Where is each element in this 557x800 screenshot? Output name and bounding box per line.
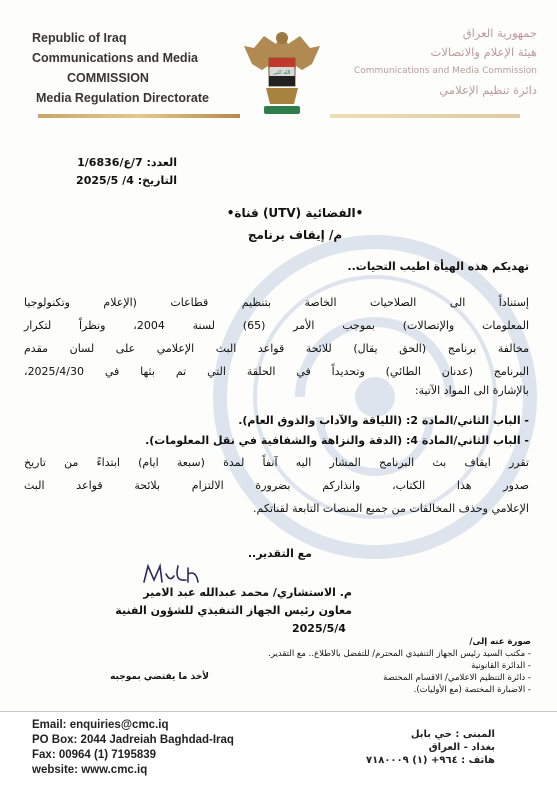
header-ar-line-4: دائرة تنظيم الإعلامي <box>439 83 537 97</box>
article-item <box>238 412 529 429</box>
header-english <box>32 28 242 108</box>
footer-contact-en <box>32 718 234 778</box>
footer-building: المبنى : حي بابل <box>410 729 495 740</box>
paragraph-1 <box>24 294 529 399</box>
article-item <box>145 432 529 449</box>
footer-po-box: PO Box: 2044 Jadreiah Baghdad-Iraq <box>32 734 234 746</box>
header-ar-line-3: Communications and Media Commission <box>353 66 537 76</box>
cc-item: - مكتب السيد رئيس الجهاز التنفيذي المحترم/ للتفضل بالاطلاع.. مع التقدير. <box>268 649 531 659</box>
header-en-line-1: Republic of Iraq <box>32 31 127 45</box>
header-divider-left <box>38 114 240 118</box>
footer-fax: Fax: 00964 (1) 7195839 <box>32 749 157 761</box>
header-arabic <box>347 24 537 100</box>
header-divider-right <box>330 114 520 118</box>
footer-city: بغداد - العراق <box>428 742 495 753</box>
article-dash: - <box>520 434 529 447</box>
header-en-line-4: Media Regulation Directorate <box>36 91 209 105</box>
cc-item: - الاضبارة المختصة (مع الأوليات). <box>413 685 531 695</box>
closing: مع التقدير.. <box>247 547 312 560</box>
article-text: الباب الثاني/المادة 2: (اللياقة والآداب والذوق العام). <box>238 414 521 427</box>
paragraph-1-line: مخالفة برنامج (الحق يقال) للائحة قواعد البث الإعلامي على لسان مقدم <box>24 342 529 355</box>
cc-item: - الدائرة القانونية <box>471 661 531 671</box>
footer-website: website: www.cmc.iq <box>32 764 148 776</box>
article-text: الباب الثاني/المادة 4: (الدقة والنزاهة والشفافية في نقل المعلومات). <box>145 434 521 447</box>
iraq-eagle-emblem-icon <box>242 26 322 122</box>
paragraph-2 <box>24 454 529 517</box>
header-ar-line-1: جمهورية العراق <box>462 26 537 40</box>
paragraph-1-line: البرنامج (عدنان الطائي) وتحديداً في الحلقة التي تم بثها في 2025/4/30، <box>24 365 529 378</box>
greeting: تهديكم هذه الهيأة اطيب التحيات.. <box>347 260 529 273</box>
recipient-channel <box>200 205 390 222</box>
letter-date: التاريخ: 4/ 2025/5 <box>76 174 177 187</box>
footer-contact-ar <box>366 728 495 767</box>
signatory-name: م. الاستشاري/ محمد عبدالله عبد الامير <box>143 586 352 599</box>
footer-divider <box>0 711 557 712</box>
header-en-line-3: COMMISSION <box>67 71 149 85</box>
paragraph-1-line: المعلومات والإتصالات) بموجب الأمر (65) لسنة 2004، ونظراً لتكرار <box>24 319 530 332</box>
paragraph-2-line: صدور هذا الكتاب، وانذاركم بضرورة الالتزام بلائحة قواعد البث <box>24 479 529 492</box>
recipient-bullet-end: • <box>355 206 364 220</box>
recipient-bullet: • <box>226 206 235 220</box>
cc-action: لأخذ ما يقتضي بموجبه <box>110 672 209 682</box>
signatory-title: معاون رئيس الجهاز التنفيذي للشؤون الفنية <box>115 604 352 617</box>
cc-block <box>268 636 531 696</box>
recipient-name: قناة (UTV) الفضائية <box>234 206 356 220</box>
cc-heading: صورة عنه إلى/ <box>469 637 531 647</box>
footer-phone: هاتف : ٩٦٤+ (١) ٧١٨٠٠٠٩ <box>366 755 495 766</box>
article-dash: - <box>520 414 529 427</box>
paragraph-1-line: بالإشارة الى المواد الآتية: <box>414 384 529 397</box>
paragraph-2-line: الإعلامي وحذف المخالفات من جميع المنصات التابعة لقناتكم. <box>253 502 529 515</box>
header-en-line-2: Communications and Media <box>32 51 198 65</box>
svg-text:الله اكبر: الله اكبر <box>273 70 291 76</box>
paragraph-2-line: تقرر ايقاف بث البرنامج المشار اليه آنفاً لمدة (سبعة ايام) ابتداءً من تاريخ <box>24 456 529 469</box>
signatory-date: 2025/5/4 <box>292 622 346 635</box>
letter-subject: م/ إيقاف برنامج <box>247 228 343 242</box>
paragraph-1-line: إستناداً الى الصلاحيات الخاصة بتنظيم قطاعات (الإعلام وتكنولوجيا <box>24 296 529 309</box>
header-ar-line-2: هيئة الإعلام والاتصالات <box>430 45 537 59</box>
cc-item: - دائرة التنظيم الاعلامي/ الاقسام المختصة <box>383 673 531 683</box>
letter-number: العدد: 7/ع/1/6836 <box>77 156 177 169</box>
footer-email: Email: enquiries@cmc.iq <box>32 719 169 731</box>
